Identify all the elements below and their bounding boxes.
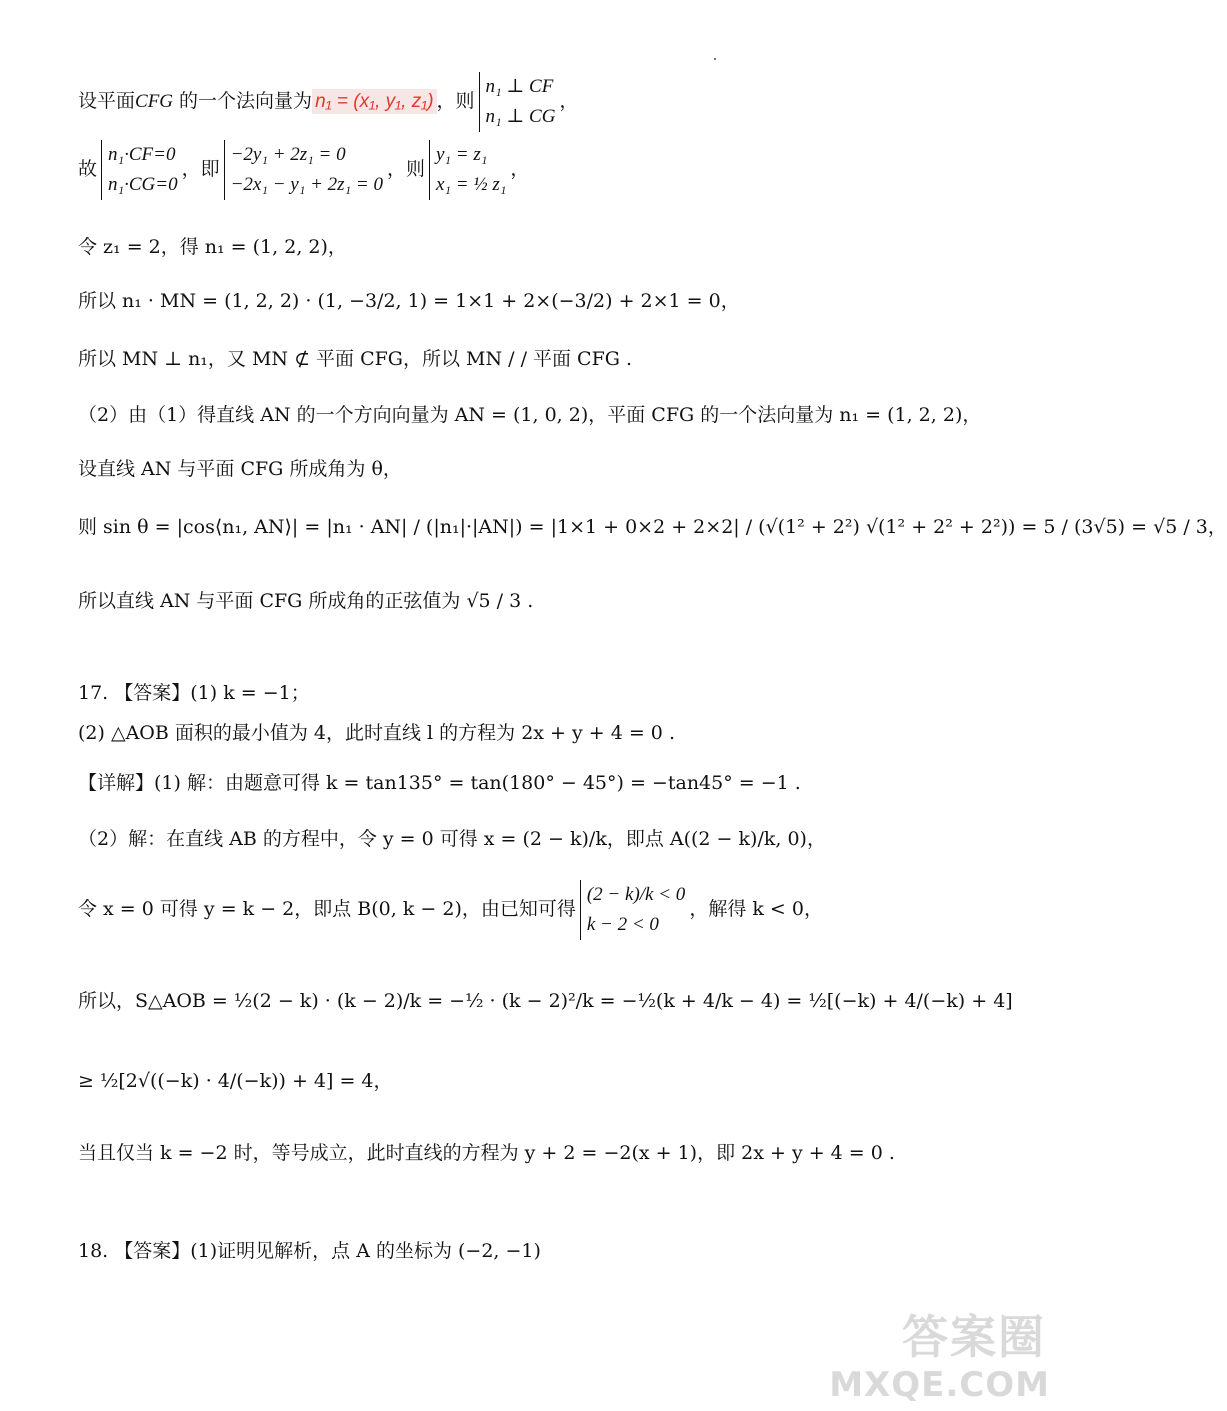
system-derivation xyxy=(78,880,823,940)
text-segment: ，解得 k < 0， xyxy=(689,898,823,920)
solution-line: 所以 MN ⊥ n₁，又 MN ⊄ 平面 CFG，所以 MN / / 平面 CFG . xyxy=(78,348,633,370)
equation-system xyxy=(224,140,383,200)
solution-line: 所以 n₁ · MN = (1, 2, 2) · (1, −3/2, 1) = 1×1 + 2×(−3/2) + 2×1 = 0， xyxy=(78,290,740,312)
equation-system xyxy=(580,880,685,940)
solution-line: 当且仅当 k = −2 时，等号成立，此时直线的方程为 y + 2 = −2(x + 1)，即 2x + y + 4 = 0 . xyxy=(78,1142,895,1164)
system-row: n₁ ⊥ CG xyxy=(485,106,556,127)
watermark-url: MXQE.COM xyxy=(829,1365,1050,1405)
text-segment: ， xyxy=(510,158,530,180)
equation-system xyxy=(429,140,506,200)
text-segment: 设平面 xyxy=(78,90,136,112)
text-segment: 故 xyxy=(78,158,98,180)
stray-dot xyxy=(714,58,716,60)
text-segment: ， xyxy=(559,90,579,112)
system-row: n₁·CG=0 xyxy=(108,174,178,195)
text-segment: 令 x = 0 可得 y = k − 2，即点 B(0, k − 2)，由已知可得 xyxy=(78,898,576,920)
system-row: (2 − k)/k < 0 xyxy=(586,884,686,905)
text-segment: ，则 xyxy=(436,90,475,112)
equation-system xyxy=(479,72,556,132)
system-derivation xyxy=(78,140,529,200)
system-row: k − 2 < 0 xyxy=(586,914,659,935)
answer-heading: 18. 【答案】(1)证明见解析，点 A 的坐标为 (−2, −1) xyxy=(78,1240,541,1262)
equation-system xyxy=(101,140,178,200)
solution-line: 所以，S△AOB = ½(2 − k) · (k − 2)/k = −½ · (k − 2)²/k = −½(k + 4/k − 4) = ½[(−k) + 4/(−k) + 4] xyxy=(78,990,1013,1012)
solution-line: ≥ ½[2√((−k) · 4/(−k)) + 4] = 4， xyxy=(78,1070,393,1092)
solution-line: 所以直线 AN 与平面 CFG 所成角的正弦值为 √5 / 3 . xyxy=(78,590,534,612)
text-segment: CFG xyxy=(135,91,174,112)
text-segment: 的一个法向量为 xyxy=(173,90,313,112)
system-row: −2y₁ + 2z₁ = 0 xyxy=(230,144,346,165)
text-segment: ，即 xyxy=(181,158,220,180)
solution-line: 则 sin θ = |cos⟨n₁, AN⟩| = |n₁ · AN| / (|n₁|·|AN|) = |1×1 + 0×2 + 2×2| / (√(1² + 2²) √(1² + 2² + 2²)) = 5 / (3√5) = √5 / 3， xyxy=(78,516,1227,538)
solution-line: （2）由（1）得直线 AN 的一个方向向量为 AN = (1, 0, 2)，平面 CFG 的一个法向量为 n₁ = (1, 2, 2)， xyxy=(78,404,982,426)
system-row: x₁ = ½ z₁ xyxy=(436,174,507,195)
watermark-logo: 答案圈 xyxy=(902,1310,1046,1364)
solution-line: （2）解：在直线 AB 的方程中，令 y = 0 可得 x = (2 − k)/k，即点 A((2 − k)/k, 0)， xyxy=(78,828,826,850)
text-segment: ，则 xyxy=(386,158,425,180)
system-row: n₁·CF=0 xyxy=(108,144,176,165)
solution-line: 【详解】(1) 解：由题意可得 k = tan135° = tan(180° − 45°) = −tan45° = −1 . xyxy=(78,772,801,794)
solution-line: 令 z₁ = 2，得 n₁ = (1, 2, 2)， xyxy=(78,236,347,258)
solution-line: 设直线 AN 与平面 CFG 所成角为 θ， xyxy=(78,458,402,480)
solution-line: (2) △AOB 面积的最小值为 4，此时直线 l 的方程为 2x + y + 4 = 0 . xyxy=(78,722,675,744)
highlighted-formula: n₁ = (x₁, y₁, z₁) xyxy=(312,89,436,114)
system-row: y₁ = z₁ xyxy=(436,144,488,165)
normal-vector-setup xyxy=(78,72,578,132)
system-row: −2x₁ − y₁ + 2z₁ = 0 xyxy=(230,174,383,195)
answer-heading: 17. 【答案】(1) k = −1； xyxy=(78,682,310,704)
system-row: n₁ ⊥ CF xyxy=(485,76,554,97)
